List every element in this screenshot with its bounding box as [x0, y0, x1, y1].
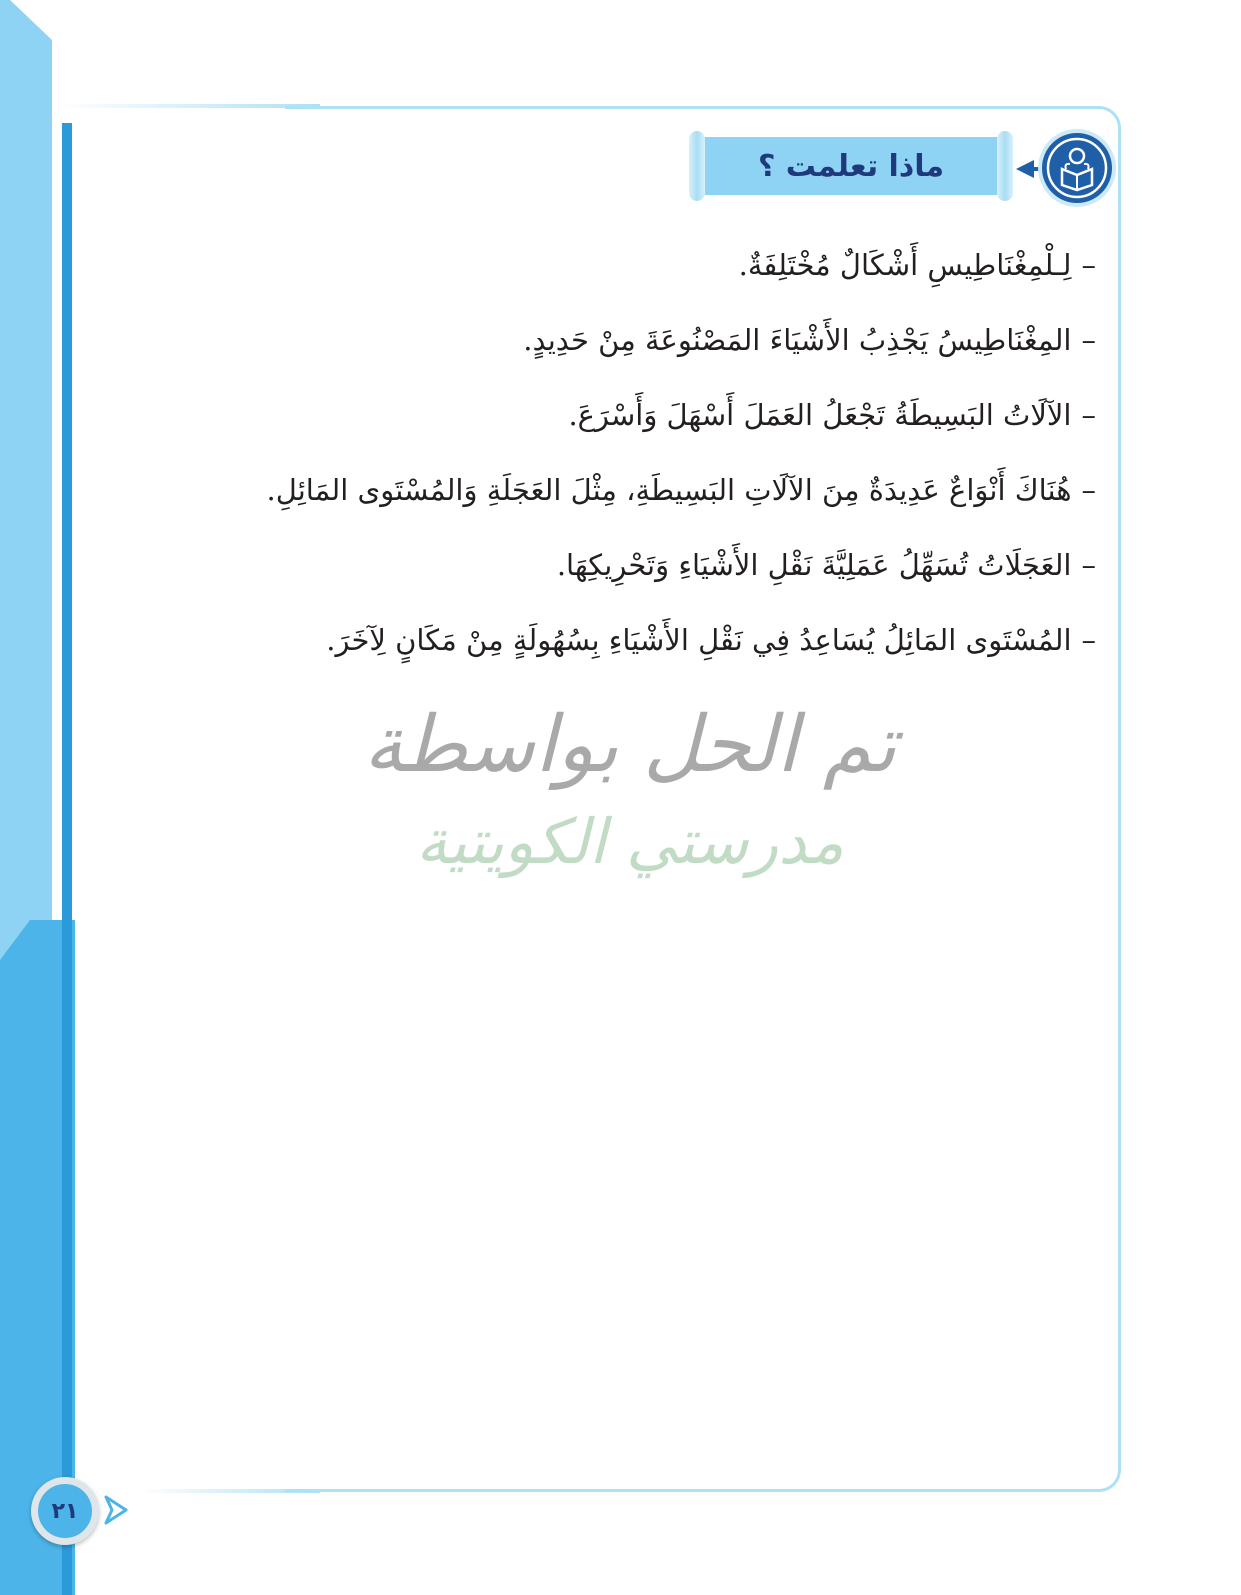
reader-book-icon — [1042, 133, 1112, 203]
bullet-dash: – — [1081, 248, 1096, 282]
watermark — [350, 700, 910, 920]
list-item-text: المِغْنَاطِيسُ يَجْذِبُ الأَشْيَاءَ المَصْنُوعَةَ مِنْ حَدِيدٍ. — [523, 323, 1072, 357]
list-item — [230, 310, 1096, 385]
summary-list — [230, 235, 1096, 685]
bullet-dash: – — [1081, 623, 1096, 657]
list-item-text: المُسْتَوى المَائِلُ يُسَاعِدُ فِي نَقْلِ الأَشْيَاءِ بِسُهُولَةٍ مِنْ مَكَانٍ لِآخَرَ. — [326, 623, 1072, 657]
section-title-banner — [689, 131, 1013, 201]
list-item — [230, 235, 1096, 310]
page-arrow-icon — [104, 1495, 130, 1525]
bullet-dash: – — [1081, 473, 1096, 507]
watermark-line-2: مدرستي الكويتية — [415, 805, 845, 878]
side-decor-stripe — [62, 123, 72, 1595]
badge-pointer-icon — [1016, 160, 1034, 178]
list-item-text: العَجَلَاتُ تُسَهِّلُ عَمَلِيَّةَ نَقْلِ الأَشْيَاءِ وَتَحْرِيكِهَا. — [556, 548, 1072, 582]
frame-top-border — [60, 104, 320, 108]
section-title: ماذا تعلمت ؟ — [757, 148, 945, 184]
watermark-line-1: تم الحل بواسطة — [363, 700, 897, 790]
list-item — [230, 385, 1096, 460]
bullet-dash: – — [1081, 323, 1096, 357]
list-item — [230, 610, 1096, 685]
list-item — [230, 535, 1096, 610]
bullet-dash: – — [1081, 398, 1096, 432]
bullet-dash: – — [1081, 548, 1096, 582]
list-item-text: هُنَاكَ أَنْوَاعٌ عَدِيدَةٌ مِنَ الآلَاتِ البَسِيطَةِ، مِثْلَ العَجَلَةِ وَالمُسْتَوى المَائِلِ. — [266, 473, 1072, 507]
list-item-text: الآلَاتُ البَسِيطَةُ تَجْعَلُ العَمَلَ أَسْهَلَ وَأَسْرَعَ. — [568, 398, 1072, 432]
page-number: ٢١ — [38, 1484, 92, 1538]
list-item — [230, 460, 1096, 535]
frame-bottom-border — [140, 1489, 320, 1493]
list-item-text: لِـلْمِغْنَاطِيسِ أَشْكَالٌ مُخْتَلِفَةٌ. — [738, 248, 1072, 282]
